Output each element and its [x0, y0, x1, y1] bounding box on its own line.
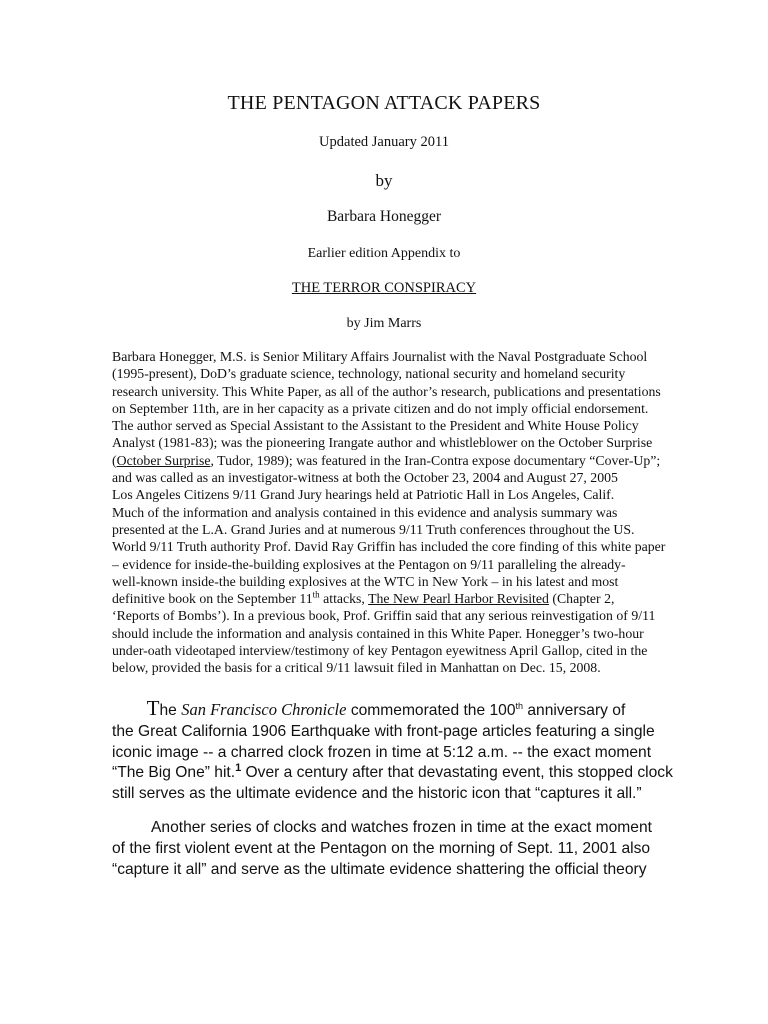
- bio-line: Analyst (1981-83); was the pioneering Irangate author and whistleblower on the October Surprise: [112, 435, 653, 451]
- bio-line: The author served as Special Assistant to the Assistant to the President and White House Policy: [112, 418, 639, 434]
- bio-line: well-known inside-the building explosives at the WTC in New York – in his latest and most: [112, 573, 619, 589]
- newspaper-name: San Francisco Chronicle: [181, 700, 347, 719]
- author-bio: [112, 348, 732, 677]
- book-title: [0, 280, 768, 297]
- drop-cap: T: [146, 696, 160, 720]
- bio-paren: (: [112, 452, 117, 468]
- bio-line: – evidence for inside-the-building explosives at the Pentagon on 9/11 paralleling the already-: [112, 556, 626, 572]
- bio-line: on September 11th, are in her capacity as a private citizen and do not imply official endorsement.: [112, 400, 649, 416]
- bio-text: , Tudor, 1989); was featured in the Iran-Contra expose documentary “Cover-Up”;: [210, 452, 661, 468]
- text: he: [159, 702, 182, 719]
- book-ref-october-surprise: October Surprise: [116, 452, 211, 468]
- document-title: THE PENTAGON ATTACK PAPERS: [227, 92, 541, 114]
- book-author: by Jim Marrs: [346, 316, 422, 331]
- paragraph-line: [112, 818, 732, 839]
- paragraph-line: “capture it all” and serve as the ultimate evidence shattering the official theory: [112, 860, 647, 878]
- paragraph-line: [112, 698, 732, 722]
- bio-line: Los Angeles Citizens 9/11 Grand Jury hearings held at Patriotic Hall in Los Angeles, Calif.: [112, 487, 615, 503]
- bio-line: Barbara Honegger, M.S. is Senior Military Affairs Journalist with the Naval Postgraduate School: [112, 349, 648, 364]
- paragraph-line: iconic image -- a charred clock frozen in time at 5:12 a.m. -- the exact moment: [112, 743, 652, 761]
- bio-line: (1995-present), DoD’s graduate science, technology, national security and homeland security: [112, 366, 626, 382]
- bio-line: under-oath videotaped interview/testimony of key Pentagon eyewitness April Gallop, cited in the: [112, 643, 648, 659]
- bio-line: World 9/11 Truth authority Prof. David Ray Griffin has included the core finding of this white paper: [112, 539, 666, 555]
- bio-line: below, provided the basis for a critical 9/11 lawsuit filed in Manhattan on Dec. 15, 2008.: [112, 660, 601, 676]
- bio-line: and was called as an investigator-witness at both the October 23, 2004 and August 27, 2005: [112, 470, 618, 486]
- text: anniversary of: [523, 702, 626, 719]
- paragraph-line: of the first violent event at the Pentagon on the morning of Sept. 11, 2001 also: [112, 839, 651, 857]
- superscript: th: [312, 589, 320, 600]
- bio-line: [112, 452, 732, 469]
- bio-line: Much of the information and analysis contained in this evidence and analysis summary was: [112, 504, 618, 520]
- bio-text: definitive book on the September 11: [112, 591, 313, 607]
- bio-line: [112, 590, 732, 607]
- footnote-ref[interactable]: 1: [235, 762, 242, 775]
- text: Another series of clocks and watches frozen in time at the exact moment: [151, 819, 652, 836]
- text: “The Big One” hit.: [112, 764, 236, 782]
- earlier-edition-note: Earlier edition Appendix to: [307, 246, 461, 261]
- paragraph-line: still serves as the ultimate evidence and the historic icon that “captures it all.”: [112, 785, 642, 803]
- paragraph-line: [112, 763, 732, 784]
- book-title-text: THE TERROR CONSPIRACY: [291, 280, 477, 296]
- superscript: th: [515, 700, 524, 711]
- updated-date: Updated January 2011: [319, 134, 449, 150]
- bio-line: presented at the L.A. Grand Juries and at numerous 9/11 Truth conferences throughout the US.: [112, 521, 635, 537]
- paragraph-1: [112, 698, 732, 805]
- byline-by: by: [375, 171, 393, 190]
- text: commemorated the 100: [346, 702, 516, 719]
- paragraph-2: [112, 818, 732, 880]
- bio-line: should include the information and analysis contained in this White Paper. Honegger’s two-hour: [112, 625, 644, 641]
- paragraph-line: the Great California 1906 Earthquake with front-page articles featuring a single: [112, 722, 655, 740]
- bio-line: research university. This White Paper, as all of the author’s research, publications and presentations: [112, 383, 661, 399]
- bio-text: attacks,: [319, 591, 369, 607]
- bio-line: ‘Reports of Bombs’). In a previous book, Prof. Griffin said that any serious reinvestigation of 9/11: [112, 608, 656, 624]
- book-ref-new-pearl-harbor: The New Pearl Harbor Revisited: [368, 591, 549, 607]
- author-name: Barbara Honegger: [326, 208, 442, 225]
- bio-text: (Chapter 2,: [548, 591, 615, 607]
- text: Over a century after that devastating event, this stopped clock: [241, 764, 673, 782]
